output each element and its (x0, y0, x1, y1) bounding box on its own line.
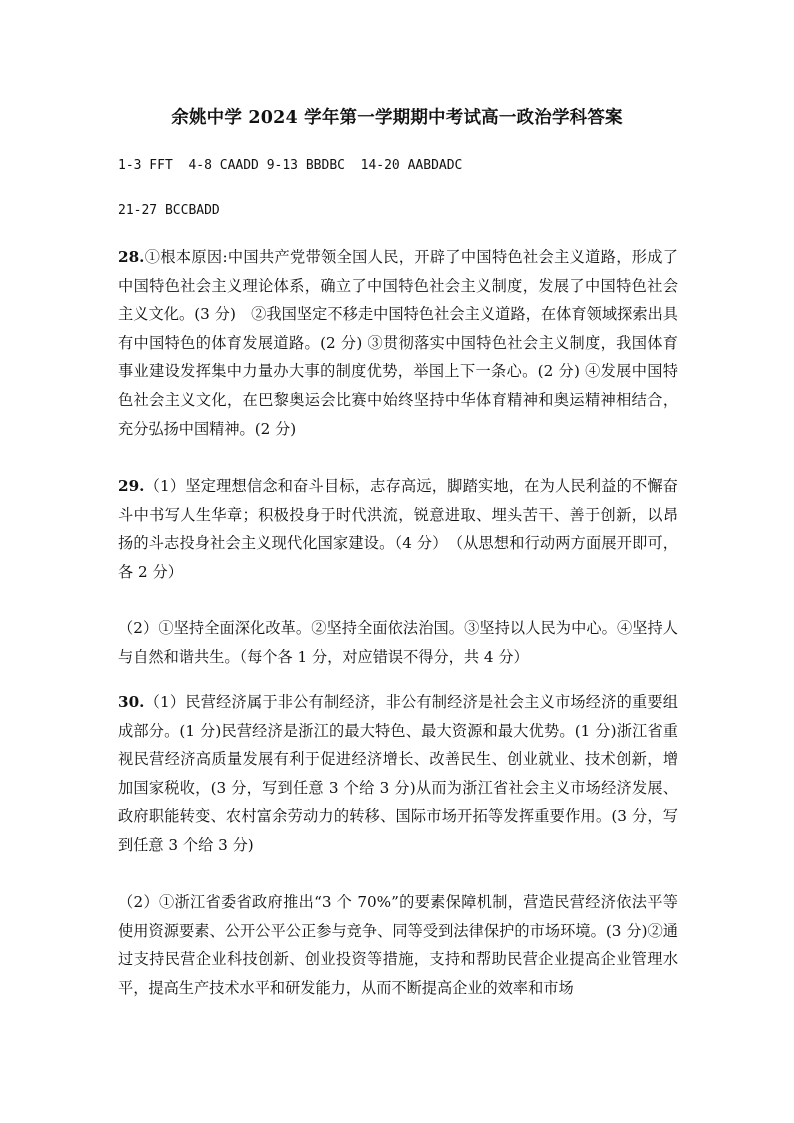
question-29-number: 29. (118, 477, 145, 495)
question-30-number: 30. (118, 693, 145, 711)
question-29-part-2: （2）①坚持全面深化改革。②坚持全面依法治国。③坚持以人民为中心。④坚持人与自然和谐共生。（每个各 1 分，对应错误不得分，共 4 分） (118, 619, 678, 666)
question-28-number: 28. (118, 248, 145, 266)
choice-answers-line-2: 21-27 BCCBADD (118, 203, 220, 218)
page-title: 余姚中学 2024 学年第一学期期中考试高一政治学科答案 (171, 108, 623, 128)
question-29-part-1-text: （1）坚定理想信念和奋斗目标，志存高远，脚踏实地，在为人民利益的不懈奋斗中书写人生华章；积极投身于时代洪流，锐意进取、埋头苦干、善于创新，以昂扬的斗志投身社会主义现代化国家建设。（4 分） （从思想和行动两方面展开即可，各 2 分） (118, 477, 678, 581)
question-29-part-1 (118, 472, 678, 586)
question-28-answer (118, 243, 678, 443)
choice-answers-line-1: 1-3 FFT 4-8 CAADD 9-13 BBDBC 14-20 AABDADC (118, 158, 463, 173)
question-30-part-1 (118, 688, 678, 860)
question-30-part-1-text: （1）民营经济属于非公有制经济，非公有制经济是社会主义市场经济的重要组成部分。(1 分)民营经济是浙江的最大特色、最大资源和最大优势。(1 分)浙江省重视民营经济高质量发展有利于促进经济增长、改善民生、创业就业、技术创新，增加国家税收，(3 分，写到任意 3 个给 3 分)从而为浙江省社会主义市场经济发展、政府职能转变、农村富余劳动力的转移、国际市场开拓等发挥重要作用。(3 分，写到任意 3 个给 3 分) (118, 693, 678, 854)
question-28-text: ①根本原因:中国共产党带领全国人民，开辟了中国特色社会主义道路，形成了中国特色社会主义理论体系，确立了中国特色社会主义制度，发展了中国特色社会主义文化。(3 分) ②我国坚定不移走中国特色社会主义道路，在体育领域探索出具有中国特色的体育发展道路。(2 分) ③贯彻落实中国特色社会主义制度，我国体育事业建设发挥集中力量办大事的制度优势，举国上下一条心。(2 分) ④发展中国特色社会主义文化，在巴黎奥运会比赛中始终坚持中华体育精神和奥运精神相结合，充分弘扬中国精神。(2 分) (118, 248, 678, 438)
question-30-part-2: （2）①浙江省委省政府推出“3 个 70%”的要素保障机制，营造民营经济依法平等使用资源要素、公开公平公正参与竞争、同等受到法律保护的市场环境。(3 分)②通过支持民营企业科技创新、创业投资等措施，支持和帮助民营企业提高企业管理水平，提高生产技术水平和研发能力，从而不断提高企业的效率和市场 (118, 893, 678, 997)
